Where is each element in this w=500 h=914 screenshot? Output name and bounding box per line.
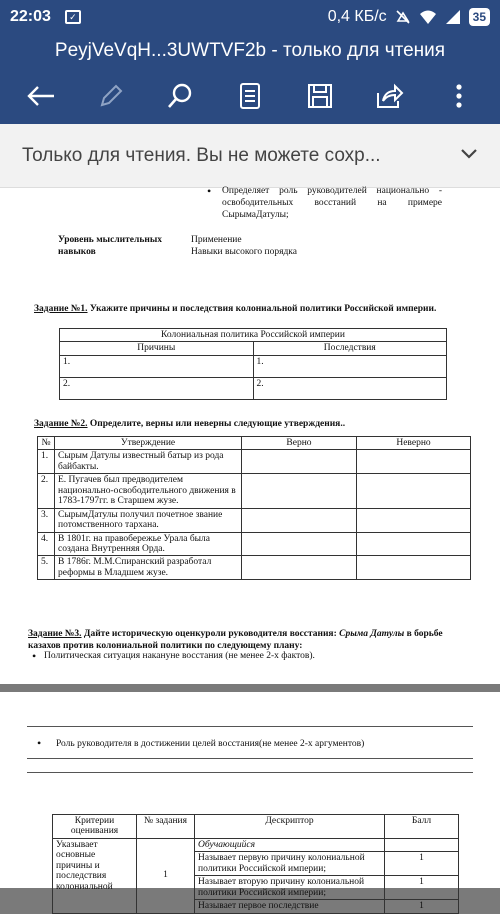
- status-time: 22:03: [10, 8, 51, 25]
- network-speed: 0,4 КБ/с: [327, 8, 387, 25]
- table3-score: 1: [385, 852, 459, 876]
- wifi-icon: [419, 9, 437, 25]
- back-arrow-icon: [26, 84, 56, 108]
- task3-text: Дайте историческую оценкуроли руководителя восстания:: [83, 629, 337, 639]
- criteria-table: [52, 814, 459, 914]
- mute-icon: [395, 9, 411, 25]
- thinking-level-value-line: Применение: [191, 235, 242, 245]
- task3-heading: [28, 628, 478, 652]
- bullet-text: [222, 185, 442, 221]
- bullet-marker: •: [37, 736, 42, 750]
- table2-false-cell[interactable]: [357, 450, 471, 474]
- table2-header-statement: Утверждение: [55, 437, 242, 450]
- table2-statement: СырымДатулы получил почетное звание потомственного тархана.: [55, 508, 242, 532]
- battery-icon: 35: [469, 8, 490, 26]
- task2-label: Задание №2.: [34, 419, 88, 429]
- edit-button[interactable]: [91, 76, 131, 116]
- thinking-level-label-line: навыков: [58, 247, 96, 257]
- table3-header-score: Балл: [385, 815, 459, 839]
- signal-icon: [445, 9, 461, 25]
- task1-text: Укажите причины и последствия колониальной политики Российской империи.: [89, 304, 437, 314]
- table2-statement: В 1786г. М.М.Спиранский разработал реформы в Младшем жузе.: [55, 556, 242, 580]
- table3-header-task: № задания: [137, 815, 195, 839]
- task1-heading: [34, 304, 436, 314]
- table2-statement: Е. Пугачев был предводителем национально-освободительного движения в 1783-1797гг. в Старшем жузе.: [55, 474, 242, 508]
- table3-descriptor: Называет вторую причину колониальной политики Российской империи;: [195, 876, 385, 900]
- table2-header-num: №: [38, 437, 55, 450]
- task2-heading: [34, 419, 345, 429]
- table2-statement: Сырым Датулы известный батыр из рода байбакты.: [55, 450, 242, 474]
- bullet-line: Определяет роль руководителей национально -: [222, 186, 442, 196]
- bullet-line: освободительных восстаний на примере: [222, 198, 442, 208]
- table1-cell[interactable]: 2.: [60, 377, 254, 399]
- table3-score: 1: [385, 876, 459, 900]
- table1-header-causes: Причины: [60, 342, 254, 355]
- save-button[interactable]: [300, 76, 340, 116]
- table2-true-cell[interactable]: [242, 532, 357, 556]
- table2-statement: В 1801г. на правобережье Урала была создана Внутренняя Орда.: [55, 532, 242, 556]
- search-icon: [166, 82, 194, 110]
- table1-cell[interactable]: 1.: [253, 355, 447, 377]
- table2-header-false: Неверно: [357, 437, 471, 450]
- share-button[interactable]: [369, 76, 409, 116]
- document-title: PeyjVeVqH...3UWTVF2b - только для чтения: [0, 34, 500, 68]
- share-icon: [375, 83, 403, 109]
- table1-cell[interactable]: 2.: [253, 377, 447, 399]
- answer-line[interactable]: [27, 758, 473, 759]
- colonial-policy-table: [59, 328, 447, 400]
- table2-true-cell[interactable]: [242, 508, 357, 532]
- table3-descriptor: Называет первое последствие: [195, 900, 385, 913]
- task1-label: Задание №1.: [34, 304, 88, 314]
- task3-bullet: Политическая ситуация накануне восстания (не менее 2-х фактов).: [44, 651, 315, 661]
- more-options-button[interactable]: [439, 76, 479, 116]
- table2-true-cell[interactable]: [242, 474, 357, 508]
- read-only-message: Только для чтения. Вы не можете сохр...: [22, 144, 381, 166]
- bullet-line: СырымаДатулы;: [222, 210, 289, 220]
- table3-score: 1: [385, 900, 459, 913]
- reading-view-icon: [239, 82, 261, 110]
- table2-num: 1.: [38, 450, 55, 474]
- pen-icon: [98, 83, 124, 109]
- table1-header-consequences: Последствия: [253, 342, 447, 355]
- expand-banner-button[interactable]: [460, 147, 478, 165]
- task2-text: Определите, верны или неверны следующие утверждения..: [89, 419, 346, 429]
- table2-false-cell[interactable]: [357, 474, 471, 508]
- thinking-level-label-line: Уровень мыслительных: [58, 235, 162, 245]
- document-page-1: [0, 184, 500, 684]
- document-page-2: [0, 692, 500, 912]
- table2-false-cell[interactable]: [357, 508, 471, 532]
- table2-num: 5.: [38, 556, 55, 580]
- read-only-banner: [0, 124, 500, 188]
- table3-task-number: 1: [137, 838, 195, 913]
- table3-subheader: Обучающийся: [195, 838, 385, 851]
- bullet-marker: •: [207, 184, 212, 198]
- table2-true-cell[interactable]: [242, 450, 357, 474]
- table2-num: 4.: [38, 532, 55, 556]
- table2-header-true: Верно: [242, 437, 357, 450]
- table3-score: [385, 838, 459, 851]
- answer-line[interactable]: [27, 772, 473, 773]
- table3-header-descriptor: Дескриптор: [195, 815, 385, 839]
- task3-text: в борьбе: [406, 629, 443, 639]
- table2-false-cell[interactable]: [357, 556, 471, 580]
- table2-false-cell[interactable]: [357, 532, 471, 556]
- save-icon: [307, 83, 333, 109]
- task3-text: казахов против колониальной политики по следующему плану:: [28, 641, 303, 651]
- search-button[interactable]: [160, 76, 200, 116]
- page2-bullet: Роль руководителя в достижении целей восстания(не менее 2-х аргументов): [56, 739, 365, 749]
- table3-descriptor: Называет первую причину колониальной политики Российской империи;: [195, 852, 385, 876]
- task3-name: Срыма Датулы: [339, 629, 405, 639]
- reading-view-button[interactable]: [230, 76, 270, 116]
- table2-num: 3.: [38, 508, 55, 532]
- table3-header-criteria: Критерии оценивания: [53, 815, 137, 839]
- thinking-level-value-line: Навыки высокого порядка: [191, 247, 297, 257]
- more-icon: [455, 83, 463, 109]
- table2-num: 2.: [38, 474, 55, 508]
- thinking-level-label: [58, 234, 162, 258]
- thinking-level-value: [191, 234, 297, 258]
- answer-line[interactable]: [27, 726, 473, 727]
- table1-cell[interactable]: 1.: [60, 355, 254, 377]
- status-bar: [0, 0, 500, 34]
- table3-criteria: Указывает основные причины и последствия колониальной: [53, 838, 137, 913]
- task3-label: Задание №3.: [28, 629, 82, 639]
- back-button[interactable]: [21, 76, 61, 116]
- chevron-down-icon: [460, 148, 478, 160]
- table1-caption: Колониальная политика Российской империи: [60, 329, 447, 342]
- statements-table: [37, 436, 471, 580]
- bullet-marker: •: [32, 649, 37, 663]
- table2-true-cell[interactable]: [242, 556, 357, 580]
- notification-icon: ✓: [65, 10, 81, 24]
- toolbar: [0, 68, 500, 124]
